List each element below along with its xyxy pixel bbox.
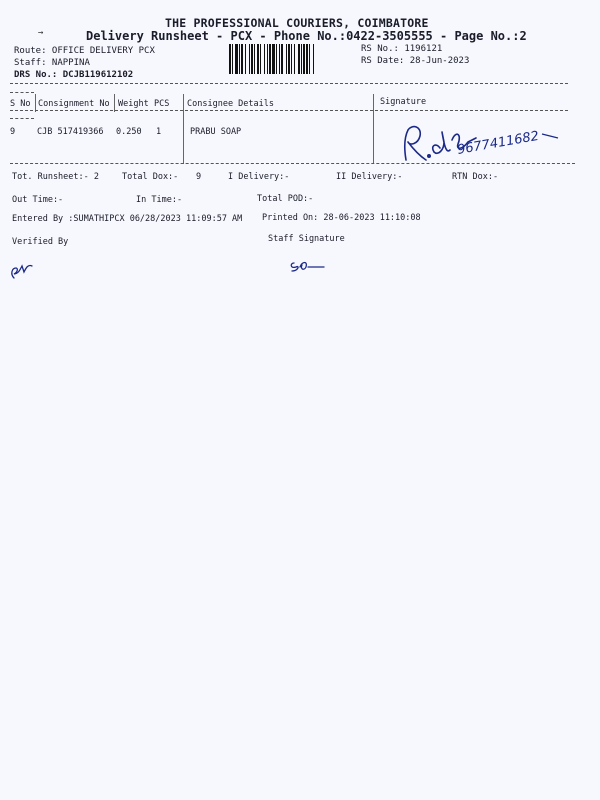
arrow-mark: →: [38, 28, 44, 38]
staff-text: Staff: NAPPINA: [14, 58, 90, 68]
col-header-weight: Weight: [118, 99, 149, 109]
divider: [10, 118, 34, 119]
column-rule: [373, 94, 374, 164]
verifier-initials: [8, 258, 38, 282]
row-consignee: PRABU SOAP: [190, 127, 242, 137]
total-dox-label: Total Dox:-: [122, 172, 179, 182]
divider: [10, 83, 568, 84]
col-header-consignment: Consignment No: [38, 99, 110, 109]
col-header-signature: Signature: [380, 97, 427, 107]
rs-date: RS Date: 28-Jun-2023: [361, 56, 470, 66]
total-dox-value: 9: [196, 172, 202, 182]
printed-on: Printed On: 28-06-2023 11:10:08: [262, 213, 421, 223]
staff-initials: [288, 255, 328, 275]
drs-number: DRS No.: DCJB119612102: [14, 70, 134, 80]
row-pcs: 1: [156, 127, 162, 137]
route-text: Route: OFFICE DELIVERY PCX: [14, 46, 155, 56]
rtn-dox: RTN Dox:-: [452, 172, 499, 182]
entered-by: Entered By :SUMATHIPCX 06/28/2023 11:09:57 AM: [12, 214, 243, 224]
staff-signature-label: Staff Signature: [268, 234, 345, 244]
company-name: THE PROFESSIONAL COURIERS, COIMBATORE: [165, 16, 429, 30]
out-time: Out Time:-: [12, 195, 64, 205]
row-sno: 9: [10, 127, 16, 137]
column-rule: [183, 94, 184, 164]
runsheet-subtitle: Delivery Runsheet - PCX - Phone No.:0422-3505555 - Page No.:2: [86, 29, 527, 43]
col-header-consignee: Consignee Details: [187, 99, 274, 109]
divider: [10, 92, 34, 93]
rs-number: RS No.: 1196121: [361, 44, 443, 54]
verified-by-label: Verified By: [12, 237, 69, 247]
i-delivery: I Delivery:-: [228, 172, 290, 182]
ii-delivery: II Delivery:-: [336, 172, 403, 182]
barcode: [229, 44, 350, 74]
divider: [10, 163, 575, 164]
divider: [10, 110, 568, 111]
row-weight: 0.250: [116, 127, 142, 137]
total-runsheet: Tot. Runsheet:- 2: [12, 172, 99, 182]
total-pod: Total POD:-: [257, 194, 314, 204]
col-header-pcs: PCS: [154, 99, 170, 109]
col-header-sno: S No: [10, 99, 31, 109]
in-time: In Time:-: [136, 195, 183, 205]
row-consignment-no: CJB 517419366: [37, 127, 104, 137]
handwritten-phone: 9677411682: [456, 128, 541, 158]
